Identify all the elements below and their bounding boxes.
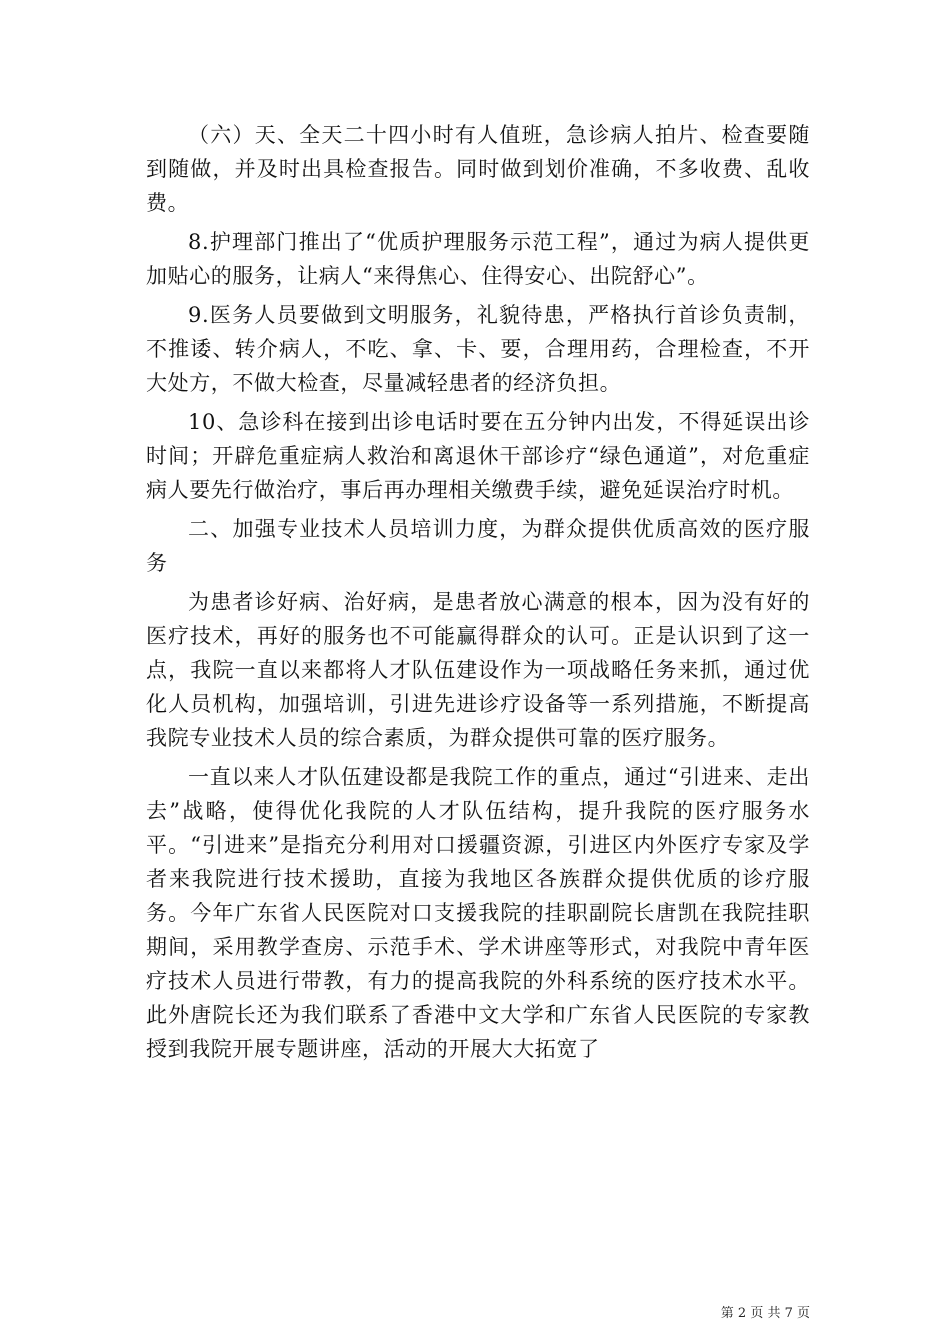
- paragraph: 10、急诊科在接到出诊电话时要在五分钟内出发，不得延误出诊时间；开辟危重症病人救治和离退休干部诊疗“绿色通道”，对危重症病人要先行做治疗，事后再办理相关缴费手续，避免延误治疗时机。: [146, 410, 810, 502]
- paragraph: 8.护理部门推出了“优质护理服务示范工程”，通过为病人提供更加贴心的服务，让病人“来得焦心、住得安心、出院舒心”。: [146, 230, 810, 288]
- paragraph: （六）天、全天二十四小时有人值班，急诊病人拍片、检查要随到随做，并及时出具检查报告。同时做到划价准确，不多收费、乱收费。: [146, 123, 810, 215]
- paragraph: 9.医务人员要做到文明服务，礼貌待患，严格执行首诊负责制，不推诿、转介病人，不吃、拿、卡、要，合理用药，合理检查，不开大处方，不做大检查，尽量减轻患者的经济负担。: [146, 303, 810, 395]
- document-body: [146, 118, 810, 1066]
- paragraph: 一直以来人才队伍建设都是我院工作的重点，通过“引进来、走出去”战略，使得优化我院的人才队伍结构，提升我院的医疗服务水平。“引进来”是指充分利用对口援疆资源，引进区内外医疗专家及学者来我院进行技术援助，直接为我地区各族群众提供优质的诊疗服务。今年广东省人民医院对口支援我院的挂职副院长唐凯在我院挂职期间，采用教学查房、示范手术、学术讲座等形式，对我院中青年医疗技术人员进行带教，有力的提高我院的外科系统的医疗技术水平。此外唐院长还为我们联系了香港中文大学和广东省人民医院的专家教授到我院开展专题讲座，活动的开展大大拓宽了: [146, 765, 810, 1061]
- section-heading: 二、加强专业技术人员培训力度，为群众提供优质高效的医疗服务: [146, 517, 810, 575]
- paragraph: 为患者诊好病、治好病，是患者放心满意的根本，因为没有好的医疗技术，再好的服务也不可能赢得群众的认可。正是认识到了这一点，我院一直以来都将人才队伍建设作为一项战略任务来抓，通过优化人员机构，加强培训，引进先进诊疗设备等一系列措施，不断提高我院专业技术人员的综合素质，为群众提供可靠的医疗服务。: [146, 590, 810, 750]
- page-number: 第 2 页 共 7 页: [720, 1306, 810, 1321]
